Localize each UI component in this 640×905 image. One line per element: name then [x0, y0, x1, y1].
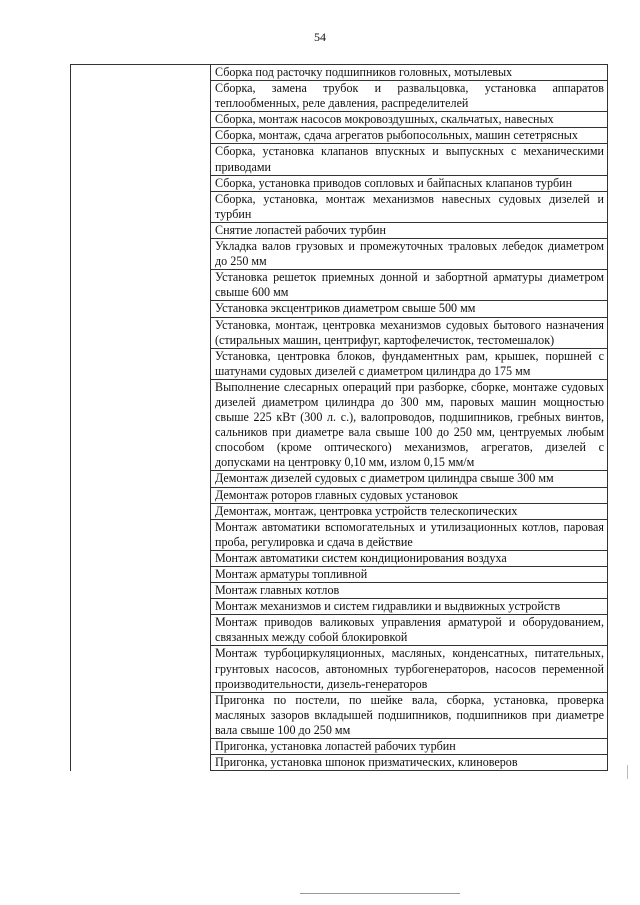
work-operation-cell: Установка, монтаж, центровка механизмов судовых бытового назначения (стиральных машин, центрифуг, картофелечисток, тестомешалок) [211, 317, 608, 348]
work-operation-cell: Демонтаж роторов главных судовых установок [211, 487, 608, 503]
work-operation-cell: Монтаж арматуры топливной [211, 567, 608, 583]
work-operation-cell: Пригонка, установка шпонок призматических, клиноверов [211, 755, 608, 771]
work-operation-cell: Укладка валов грузовых и промежуточных траловых лебедок диаметром до 250 мм [211, 239, 608, 270]
work-operation-cell: Сборка, замена трубок и развальцовка, установка аппаратов теплообменных, реле давления, распределителей [211, 81, 608, 112]
work-operation-cell: Монтаж автоматики вспомогательных и утилизационных котлов, паровая проба, регулировка и сдача в действие [211, 519, 608, 550]
work-operation-cell: Монтаж автоматики систем кондиционирования воздуха [211, 550, 608, 566]
work-operation-cell: Сборка, монтаж, сдача агрегатов рыбопосольных, машин сететрясных [211, 128, 608, 144]
work-operation-cell: Демонтаж, монтаж, центровка устройств телескопических [211, 503, 608, 519]
table-row [71, 65, 608, 81]
work-operation-cell: Установка эксцентриков диаметром свыше 500 мм [211, 301, 608, 317]
work-operation-cell: Монтаж турбоциркуляционных, масляных, конденсатных, питательных, грунтовых насосов, автономных турбогенераторов, насосов переменной производительности, дизель-генераторов [211, 646, 608, 692]
scan-artifact-mark [627, 765, 628, 779]
work-operation-cell: Монтаж приводов валиковых управления арматурой и оборудованием, связанных между собой блокировкой [211, 615, 608, 646]
scan-artifact-line [300, 893, 460, 894]
work-operation-cell: Снятие лопастей рабочих турбин [211, 222, 608, 238]
work-operation-cell: Выполнение слесарных операций при разборке, сборке, монтаже судовых дизелей диаметром цилиндра до 300 мм, паровых машин мощностью свыше 225 кВт (300 л. с.), валопроводов, подшипников, гребных винтов, сальников при диаметре вала свыше 100 до 250 мм, центруемых любым способом (кроме оптического) механизмов, агрегатов, дизелей с допусками на центровку 0,10 мм, излом 0,15 мм/м [211, 379, 608, 471]
work-operation-cell: Сборка, установка клапанов впускных и выпускных с механическими приводами [211, 144, 608, 175]
work-operation-cell: Установка решеток приемных донной и забортной арматуры диаметром свыше 600 мм [211, 270, 608, 301]
page-number: 54 [314, 30, 326, 44]
work-operation-cell: Пригонка, установка лопастей рабочих турбин [211, 739, 608, 755]
work-operation-cell: Демонтаж дизелей судовых с диаметром цилиндра свыше 300 мм [211, 471, 608, 487]
work-operation-cell: Монтаж главных котлов [211, 583, 608, 599]
work-list-table [70, 64, 608, 771]
work-operation-cell: Сборка, монтаж насосов мокровоздушных, скальчатых, навесных [211, 112, 608, 128]
work-operation-cell: Сборка под расточку подшипников головных, мотылевых [211, 65, 608, 81]
work-operation-cell: Пригонка по постели, по шейке вала, сборка, установка, проверка масляных зазоров вкладышей подшипников, подшипников при диаметре вала свыше 100 до 250 мм [211, 692, 608, 738]
work-operation-cell: Монтаж механизмов и систем гидравлики и выдвижных устройств [211, 599, 608, 615]
work-operation-cell: Сборка, установка приводов сопловых и байпасных клапанов турбин [211, 175, 608, 191]
work-operation-cell: Сборка, установка, монтаж механизмов навесных судовых дизелей и турбин [211, 191, 608, 222]
empty-left-cell [71, 65, 211, 771]
work-operation-cell: Установка, центровка блоков, фундаментных рам, крышек, поршней с шатунами судовых дизелей с диаметром цилиндра до 175 мм [211, 348, 608, 379]
